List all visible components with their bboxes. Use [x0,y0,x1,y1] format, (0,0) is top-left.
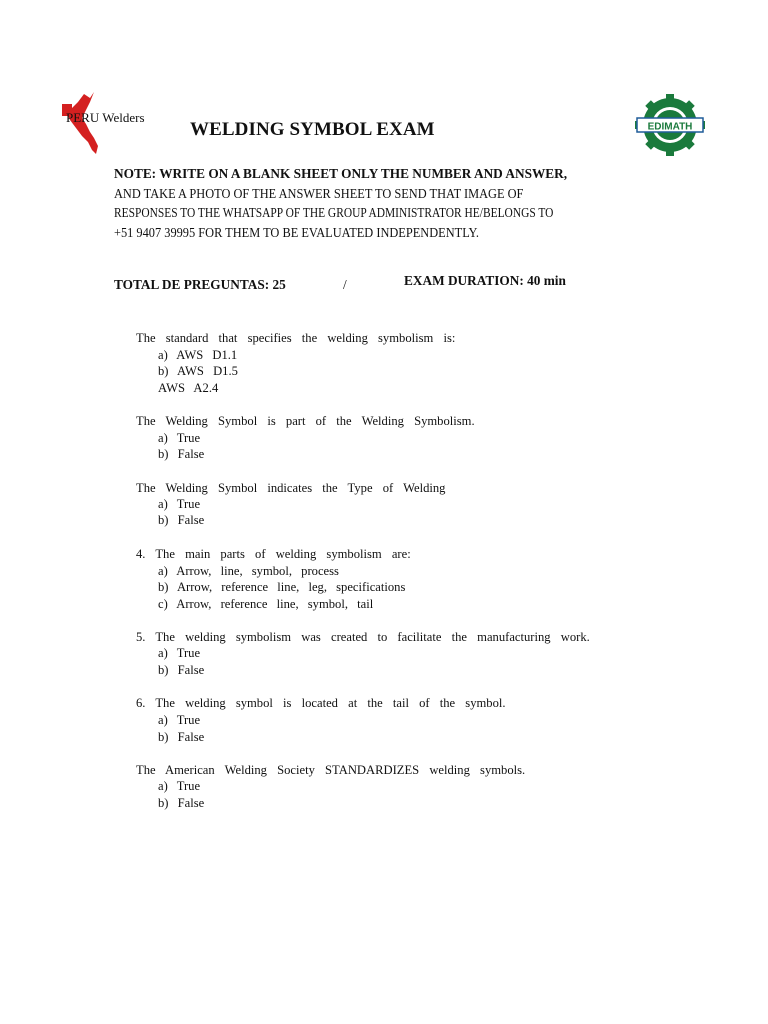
note-line-3: RESPONSES TO THE WHATSAPP OF THE GROUP ADMINISTRATOR HE/BELONGS TO [114,205,554,220]
answer-option: b) False [158,796,205,810]
note-line-2: AND TAKE A PHOTO OF THE ANSWER SHEET TO SEND THAT IMAGE OF [114,186,524,201]
question-text: 5. The welding symbolism was created to facilitate the manufacturing work. [136,630,590,644]
answer-option: a) True [158,646,201,660]
question-text: The standard that specifies the welding symbolism is: [136,331,456,345]
logo-left-text: PERU Welders [66,110,145,125]
question-text: 6. The welding symbol is located at the tail of the symbol. [136,696,506,710]
answer-option: b) False [158,513,205,527]
page-title: WELDING SYMBOL EXAM [190,119,435,140]
answer-option: b) False [158,730,205,744]
question-text: The Welding Symbol indicates the Type of Welding [136,481,446,495]
question-text: The Welding Symbol is part of the Welding Symbolism. [136,414,475,428]
answer-option: b) Arrow, reference line, leg, specifications [158,580,406,594]
answer-option: a) True [158,497,201,511]
question-text: 4. The main parts of welding symbolism are: [136,547,411,561]
answer-option: a) AWS D1.1 [158,348,238,362]
answer-option: c) Arrow, reference line, symbol, tail [158,597,374,611]
note-line-1: NOTE: WRITE ON A BLANK SHEET ONLY THE NUMBER AND ANSWER, [114,166,568,181]
answer-option: b) False [158,447,205,461]
answer-option: a) True [158,431,201,445]
total-questions: TOTAL DE PREGUNTAS: 25 [114,277,286,292]
separator: / [343,277,347,292]
answer-option: a) True [158,713,201,727]
note-line-4: +51 9407 39995 FOR THEM TO BE EVALUATED INDEPENDENTLY. [114,225,479,240]
edimath-logo-text: EDIMATH [647,121,693,133]
exam-duration: EXAM DURATION: 40 min [404,273,566,288]
answer-option: b) AWS D1.5 [158,364,238,378]
edimath-gear-logo [634,94,706,156]
answer-option: a) Arrow, line, symbol, process [158,564,339,578]
question-text: The American Welding Society STANDARDIZES welding symbols. [136,763,526,777]
gear-icon [635,94,705,156]
answer-option: AWS A2.4 [158,381,219,395]
answer-option: b) False [158,663,205,677]
answer-option: a) True [158,779,201,793]
